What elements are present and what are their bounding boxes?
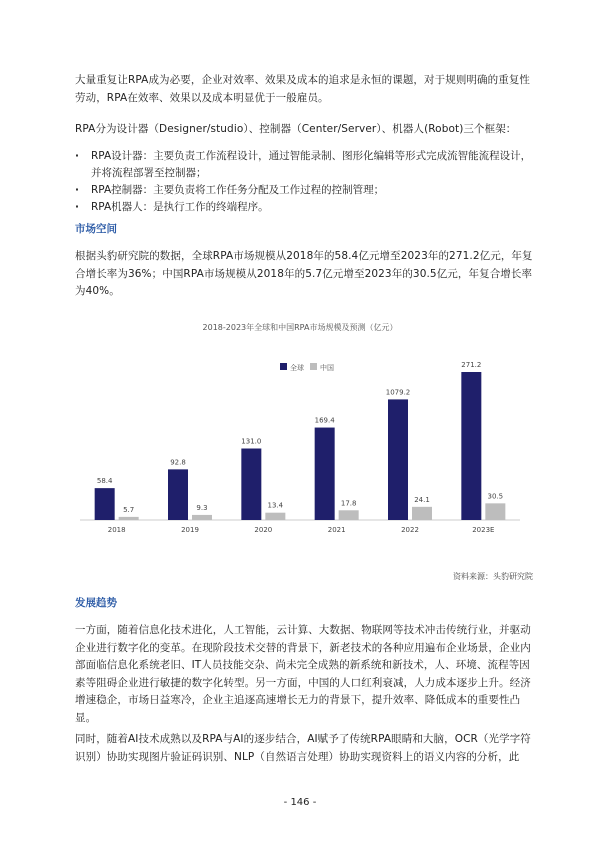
legend-swatch-china: [310, 363, 317, 370]
framework-list: [75, 148, 535, 216]
list-item: · RPA控制器：主要负责将工作任务分配及工作过程的控制管理；: [75, 182, 535, 199]
list-item: · RPA机器人：是执行工作的终端程序。: [75, 199, 535, 216]
data-label-china: 9.3: [196, 503, 208, 512]
bar-global-2021: [315, 428, 335, 520]
data-label-china: 13.4: [267, 501, 284, 510]
bar-china-2020: [265, 513, 285, 520]
x-tick-label: 2018: [107, 526, 126, 534]
x-tick-label: 2021: [327, 526, 346, 534]
data-label-china: 17.8: [340, 499, 357, 508]
bar-china-2018: [119, 517, 139, 520]
page-number: - 146 -: [283, 797, 317, 808]
paragraph-rpa-framework: RPA分为设计器（Designer/studio）、控制器（Center/Server）、机器人(Robot)三个框架：: [75, 123, 517, 135]
data-label-china: 5.7: [123, 505, 135, 514]
legend-label: 全球: [290, 364, 304, 372]
bar-china-2019: [192, 515, 212, 520]
heading-trend: 发展趋势: [75, 597, 117, 609]
bar-global-2022: [388, 399, 408, 520]
paragraph-trend-1: 一方面，随着信息化技术进化，人工智能，云计算、大数据、物联网等技术冲击传统行业，并驱动企业进行数字化的变革。在现阶段技术交替的背景下，新老技术的各种应用遍布企业场景，企业内部面临信息化系统老旧、IT人员技能交杂、尚未完全成熟的新系统和新技术，人、环境、流程等因素等阻碍企业进行敏捷的数字化转型。另一方面，中国的人口红利衰减，人力成本逐步上升。经济增速稳企，市场日益寒冷，企业主追逐高速增长无力的背景下，提升效率、降低成本的重要性凸显。: [75, 624, 531, 724]
data-label-global: 169.4: [314, 416, 335, 425]
paragraph-trend-2: 同时，随着AI技术成熟以及RPA与AI的逐步结合，AI赋予了传统RPA眼睛和大脑，OCR（光学字符识别）协助实现图片验证码识别、NLP（自然语言处理）协助实现资料上的语义内容的分析，此: [75, 733, 531, 763]
bar-china-2022: [412, 507, 432, 520]
x-tick-label: 2020: [254, 526, 273, 534]
bar-global-2019: [168, 469, 188, 520]
chart-title: 2018-2023年全球和中国RPA市场规模及预测（亿元）: [202, 323, 398, 332]
bar-global-2020: [241, 449, 261, 520]
paragraph-market-data: 根据头豹研究院的数据，全球RPA市场规模从2018年的58.4亿元增至2023年的271.2亿元，年复合增长率为36%；中国RPA市场规模从2018年的5.7亿元增至2023年的30.5亿元，年复合增长率为40%。: [75, 250, 533, 297]
data-label-china: 24.1: [414, 495, 430, 504]
data-label-global: 1079.2: [385, 388, 411, 397]
legend-swatch-global: [280, 363, 287, 370]
heading-market-space: 市场空间: [75, 223, 117, 235]
paragraph-rpa-necessity: 大量重复让RPA成为必要，企业对效率、效果及成本的追求是永恒的课题，对于规则明确的重复性劳动，RPA在效率、效果以及成本明显优于一般雇员。: [75, 74, 531, 104]
list-item: · RPA设计器：主要负责工作流程设计，通过智能录制、图形化编辑等形式完成流智能流程设计，并将流程部署至控制器；: [75, 148, 535, 182]
x-tick-label: 2022: [401, 526, 419, 534]
legend-label: 中国: [320, 364, 334, 372]
x-tick-label: 2023E: [472, 526, 495, 534]
source-note: 资料来源：头豹研究院: [453, 572, 533, 581]
data-label-global: 58.4: [96, 477, 113, 486]
bar-global-2023E: [461, 372, 481, 520]
data-label-china: 30.5: [487, 492, 504, 501]
x-tick-label: 2019: [181, 526, 199, 534]
data-label-global: 92.8: [170, 458, 186, 467]
bar-chart: [75, 340, 525, 540]
bar-global-2018: [95, 488, 115, 520]
data-label-global: 131.0: [241, 437, 262, 446]
data-label-global: 271.2: [461, 361, 482, 369]
bar-china-2023E: [485, 503, 505, 520]
bar-china-2021: [339, 510, 359, 520]
